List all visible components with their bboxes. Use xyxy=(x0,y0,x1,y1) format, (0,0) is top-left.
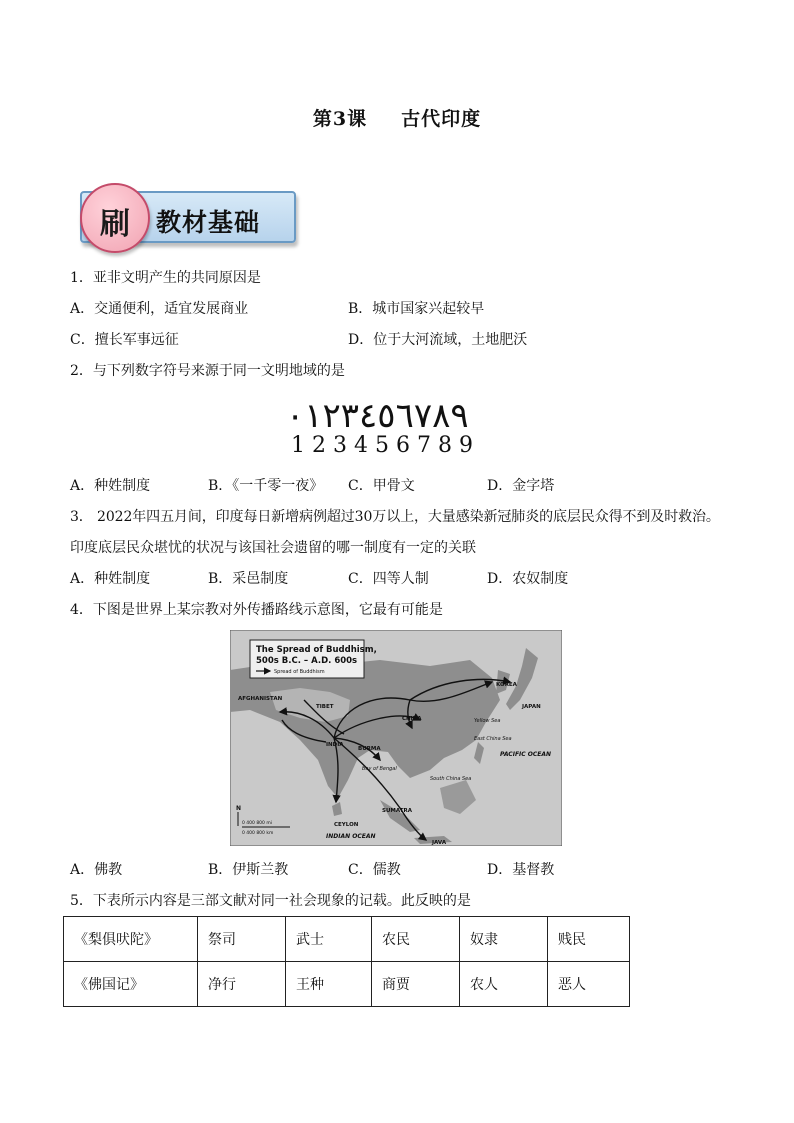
q1-option-d: D．位于大河流域，土地肥沃 xyxy=(348,332,528,348)
q3-option-d: D．农奴制度 xyxy=(487,571,569,587)
q2-option-a: A．种姓制度 xyxy=(70,478,151,494)
q5-stem: 5．下表所示内容是三部文献对同一社会现象的记载。此反映的是 xyxy=(70,893,471,909)
table-cell: 《梨俱吠陀》 xyxy=(64,917,198,962)
table-cell: 王种 xyxy=(286,962,372,1007)
q2-option-b: B．《一千零一夜》 xyxy=(208,478,324,494)
map-label-burma: BURMA xyxy=(358,746,381,752)
table-cell: 《佛国记》 xyxy=(64,962,198,1007)
table-cell: 商贾 xyxy=(372,962,460,1007)
map-title-line2: 500s B.C. – A.D. 600s xyxy=(256,656,358,666)
table-cell: 恶人 xyxy=(548,962,630,1007)
map-label-sumatra: SUMATRA xyxy=(382,808,412,814)
map-label-yellow-sea: Yellow Sea xyxy=(474,718,501,724)
table-cell: 祭司 xyxy=(198,917,286,962)
table-row xyxy=(64,962,630,1007)
table-cell: 贱民 xyxy=(548,917,630,962)
table-cell: 奴隶 xyxy=(460,917,548,962)
buddhism-spread-map xyxy=(230,630,562,846)
table-row xyxy=(64,917,630,962)
q2-option-d: D．金字塔 xyxy=(487,478,555,494)
banner-badge-text: 刷 xyxy=(100,207,130,242)
map-label-bay-of-bengal: Bay of Bengal xyxy=(362,766,397,772)
q2-option-c: C．甲骨文 xyxy=(348,478,415,494)
q4-option-c: C．儒教 xyxy=(348,862,401,878)
map-title-line1: The Spread of Buddhism, xyxy=(256,645,377,655)
table-cell: 农民 xyxy=(372,917,460,962)
q3-stem-line2: 印度底层民众堪忧的状况与该国社会遗留的哪一制度有一定的关联 xyxy=(70,540,476,556)
q3-option-b: B．采邑制度 xyxy=(208,571,289,587)
map-label-china: CHINA xyxy=(402,716,422,722)
q4-option-a: A．佛教 xyxy=(70,862,123,878)
map-label-ceylon: CEYLON xyxy=(334,822,359,828)
banner-label: 教材基础 xyxy=(156,208,261,237)
map-label-indian-ocean: INDIAN OCEAN xyxy=(326,833,376,840)
q1-option-a: A．交通便利，适宜发展商业 xyxy=(70,301,249,317)
page-title xyxy=(0,104,794,131)
map-scale-km: 0 400 800 km xyxy=(242,831,274,836)
map-north-label: N xyxy=(236,805,242,812)
western-numerals: 123456789 xyxy=(291,433,480,458)
q4-stem: 4．下图是世界上某宗教对外传播路线示意图，它最有可能是 xyxy=(70,602,443,618)
section-banner xyxy=(76,183,296,251)
q5-table xyxy=(63,916,630,1007)
map-label-japan: JAPAN xyxy=(522,704,541,710)
map-label-india: INDIA xyxy=(326,742,344,748)
lesson-name: 古代印度 xyxy=(401,108,482,130)
banner-badge xyxy=(80,183,150,253)
q3-option-c: C．四等人制 xyxy=(348,571,429,587)
map-scale-mi: 0 400 800 mi xyxy=(242,821,272,826)
q4-option-b: B．伊斯兰教 xyxy=(208,862,289,878)
q2-stem: 2．与下列数字符号来源于同一文明地域的是 xyxy=(70,363,345,379)
map-label-east-china-sea: East China Sea xyxy=(474,736,512,742)
q3-option-a: A．种姓制度 xyxy=(70,571,151,587)
table-cell: 武士 xyxy=(286,917,372,962)
map-label-tibet: TIBET xyxy=(316,704,334,710)
arabic-indic-numerals: ٠١٢٣٤٥٦٧٨٩ xyxy=(286,396,469,436)
table-cell: 农人 xyxy=(460,962,548,1007)
q1-option-c: C．擅长军事远征 xyxy=(70,332,179,348)
map-label-south-china-sea: South China Sea xyxy=(430,776,472,782)
map-svg xyxy=(230,630,562,846)
q3-stem-line1: 3． 2022年四五月间，印度每日新增病例超过30万以上，大量感染新冠肺炎的底层民众得不到及时救治。 xyxy=(70,509,720,525)
map-label-pacific-ocean: PACIFIC OCEAN xyxy=(500,751,552,758)
numerals-figure xyxy=(286,398,516,460)
q1-stem: 1．亚非文明产生的共同原因是 xyxy=(70,270,261,286)
map-legend: Spread of Buddhism xyxy=(274,669,325,675)
q4-option-d: D．基督教 xyxy=(487,862,555,878)
table-cell: 净行 xyxy=(198,962,286,1007)
q1-option-b: B．城市国家兴起较早 xyxy=(348,301,485,317)
map-label-afghanistan: AFGHANISTAN xyxy=(238,696,283,702)
lesson-number: 第3课 xyxy=(312,108,368,130)
map-label-korea: KOREA xyxy=(496,682,517,688)
map-label-java: JAVA xyxy=(432,840,447,846)
